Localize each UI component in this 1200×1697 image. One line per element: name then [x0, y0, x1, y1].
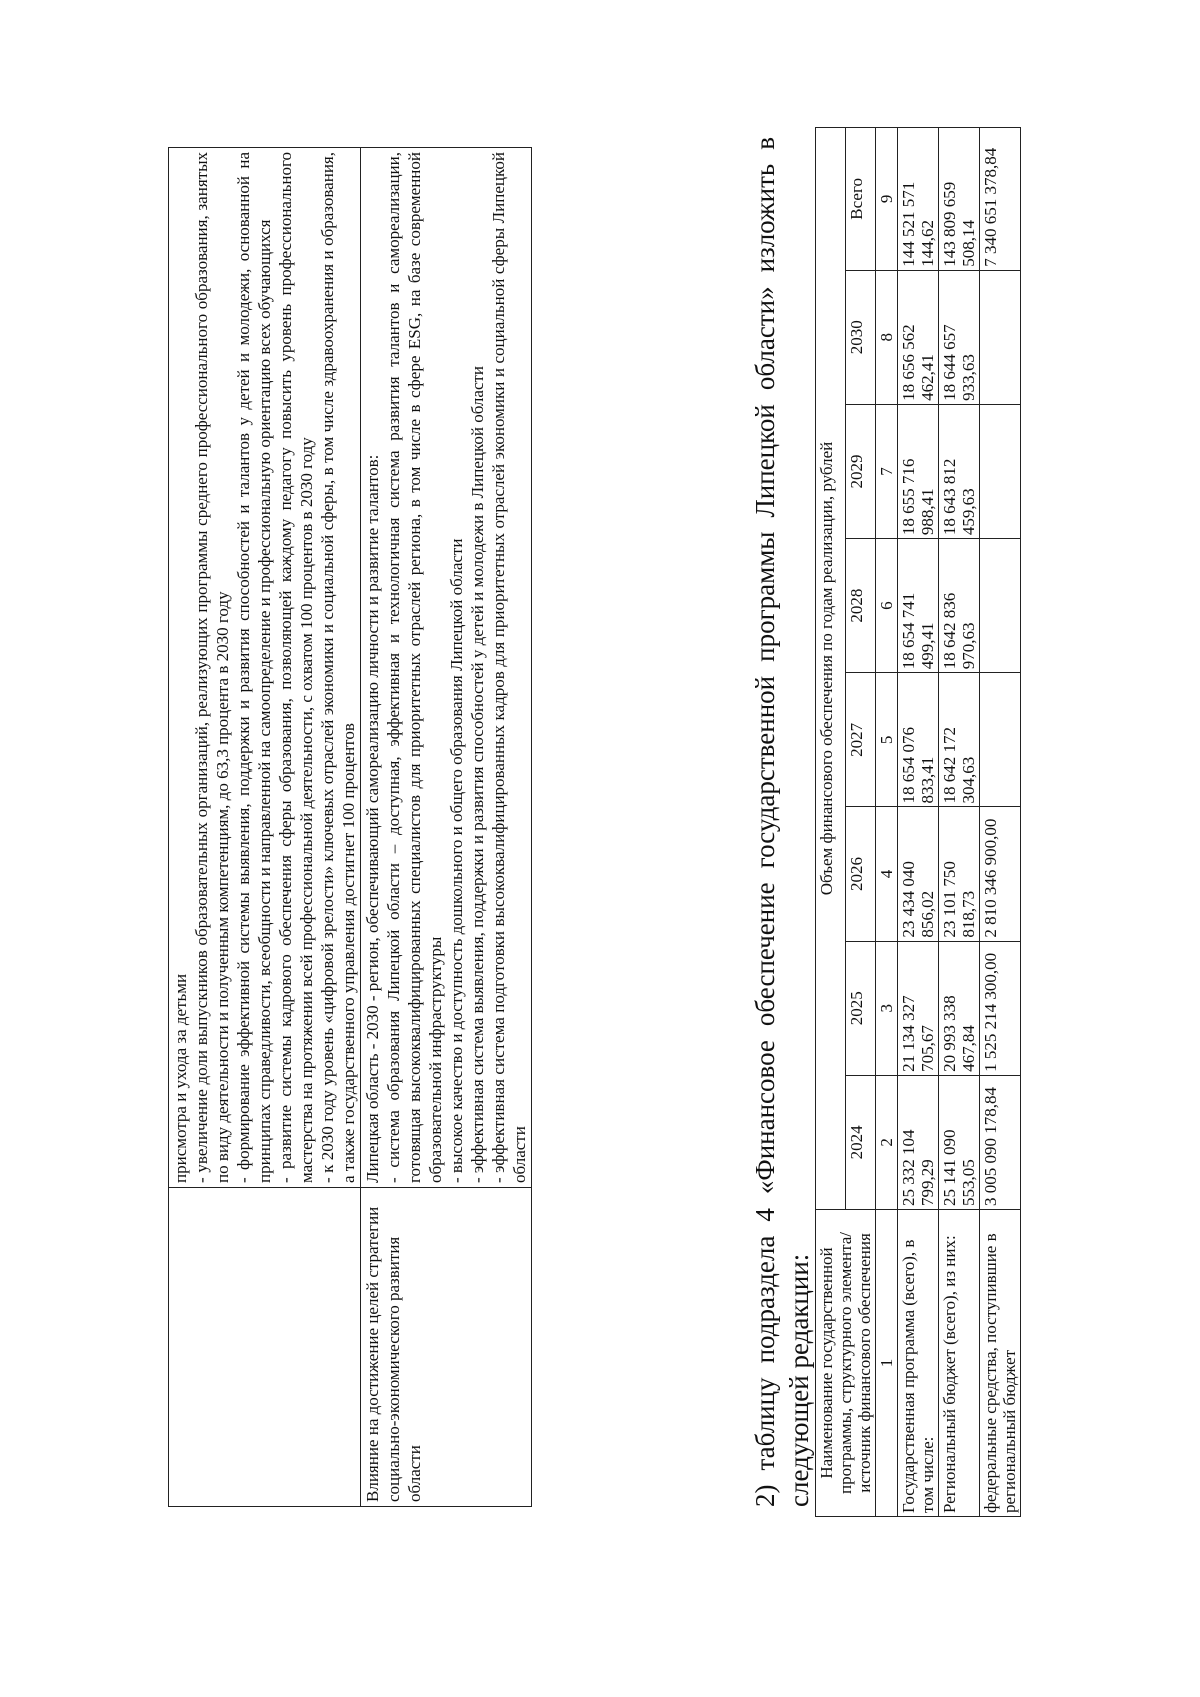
row-name: Региональный бюджет (всего), из них:: [939, 1210, 980, 1517]
amount-cell: 25 332 104 799,29: [898, 1075, 939, 1209]
total-cell: 7 340 651 378,84: [980, 128, 1021, 271]
row-label: [169, 1188, 361, 1507]
volume-group-header: Объем финансового обеспечения по годам реализации, рублей: [816, 128, 846, 1210]
amount-cell: 18 642 836 970,63: [939, 539, 980, 673]
column-index: 1: [876, 1210, 898, 1517]
column-index: 2: [876, 1075, 898, 1209]
amount-cell: 18 643 812 459,63: [939, 404, 980, 538]
row-label: Влияние на достижение целей стратегии социально-экономического развития области: [361, 1188, 532, 1507]
amount-cell: 3 005 090 178,84: [980, 1075, 1021, 1209]
amount-cell: [980, 673, 1021, 807]
content-line: - к 2030 году уровень «цифровой зрелости» ключевых отраслей экономики и социальной сферы, в том числе здравоохранения и образования, а также государственного управления достигнет 100 процентов: [318, 152, 358, 1183]
amount-cell: [980, 539, 1021, 673]
strategy-impact-table: [168, 147, 532, 1507]
amount-cell: 23 434 040 856,02: [898, 807, 939, 941]
content-line: - эффективная система выявления, поддержки и развития способностей у детей и молодежи в Липецкой области: [468, 365, 487, 1183]
amount-cell: 1 525 214 300,00: [980, 941, 1021, 1075]
name-column-header: Наименование государственной программы, структурного элемента/источник финансового обеспечения: [816, 1210, 876, 1517]
content-line: - высокое качество и доступность дошкольного и общего образования Липецкой области: [447, 538, 466, 1183]
row-name: федеральные средства, поступившие в региональный бюджет: [980, 1210, 1021, 1517]
year-header: 2030: [846, 270, 876, 404]
amount-cell: 18 656 562 462,41: [898, 270, 939, 404]
index-row: [876, 128, 898, 1517]
content-line: Липецкая область - 2030 - регион, обеспечивающий самореализацию личности и развитие талантов:: [363, 454, 382, 1183]
column-index: 9: [876, 128, 898, 271]
content-line: присмотра и ухода за детьми: [171, 973, 190, 1183]
amount-cell: 18 642 172 304,63: [939, 673, 980, 807]
section-heading: 2) таблицу подраздела 4 «Финансовое обеспечение государственной программы Липецкой области» изложить в следующей редакции:: [750, 137, 814, 1507]
total-cell: 144 521 571 144,62: [898, 128, 939, 271]
total-header: Всего: [846, 128, 876, 271]
financing-table: [815, 127, 1021, 1517]
amount-cell: 18 655 716 988,41: [898, 404, 939, 538]
amount-cell: 18 654 741 499,41: [898, 539, 939, 673]
column-index: 4: [876, 807, 898, 941]
amount-cell: 2 810 346 900,00: [980, 807, 1021, 941]
column-index: 8: [876, 270, 898, 404]
amount-cell: 21 134 327 705,67: [898, 941, 939, 1075]
content-line: - формирование эффективной системы выявления, поддержки и развития способностей и талантов у детей и молодежи, основанной на принципах справедливости, всеобщности и направленной на самоопределение и профессиональную ориентацию всех обучающихся: [234, 152, 274, 1183]
year-header: 2028: [846, 539, 876, 673]
amount-cell: 25 141 090 553,05: [939, 1075, 980, 1209]
row-name: Государственная программа (всего), в том числе:: [898, 1210, 939, 1517]
amount-cell: [980, 270, 1021, 404]
table-row: [898, 128, 939, 1517]
content-line: - увеличение доли выпускников образовательных организаций, реализующих программы среднего профессионального образования, занятых по виду деятельности и полученным компетенциям, до 63,3 процента в 2030 году: [192, 152, 232, 1183]
table-row: [169, 148, 361, 1507]
column-index: 5: [876, 673, 898, 807]
year-header: 2027: [846, 673, 876, 807]
amount-cell: 18 644 657 933,63: [939, 270, 980, 404]
year-header: 2026: [846, 807, 876, 941]
amount-cell: 23 101 750 818,73: [939, 807, 980, 941]
row-content: [169, 148, 361, 1188]
table-row: [939, 128, 980, 1517]
table-row: [980, 128, 1021, 1517]
row-content: [361, 148, 532, 1188]
column-index: 3: [876, 941, 898, 1075]
year-header: 2025: [846, 941, 876, 1075]
amount-cell: 18 654 076 833,41: [898, 673, 939, 807]
content-line: - развитие системы кадрового обеспечения сферы образования, позволяющей каждому педагогу повысить уровень профессионального мастерства на протяжении всей профессиональной деятельности, с охватом 100 процентов в 2030 году: [276, 152, 316, 1183]
year-header: 2029: [846, 404, 876, 538]
content-line: - эффективная система подготовки высококвалифицированных кадров для приоритетных отраслей экономики и социальной сферы Липецкой области: [489, 152, 529, 1183]
column-index: 7: [876, 404, 898, 538]
amount-cell: 20 993 338 467,84: [939, 941, 980, 1075]
year-header: 2024: [846, 1075, 876, 1209]
table-row: [361, 148, 532, 1507]
amount-cell: [980, 404, 1021, 538]
content-line: - система образования Липецкой области – доступная, эффективная и технологичная система развития талантов и самореализации, готовящая высококвалифицированных специалистов для приоритетных отраслей региона, в том числе в сфере ESG, на базе современной образовательной инфраструктуры: [384, 152, 445, 1183]
column-index: 6: [876, 539, 898, 673]
header-row: [816, 128, 846, 1517]
total-cell: 143 809 659 508,14: [939, 128, 980, 271]
